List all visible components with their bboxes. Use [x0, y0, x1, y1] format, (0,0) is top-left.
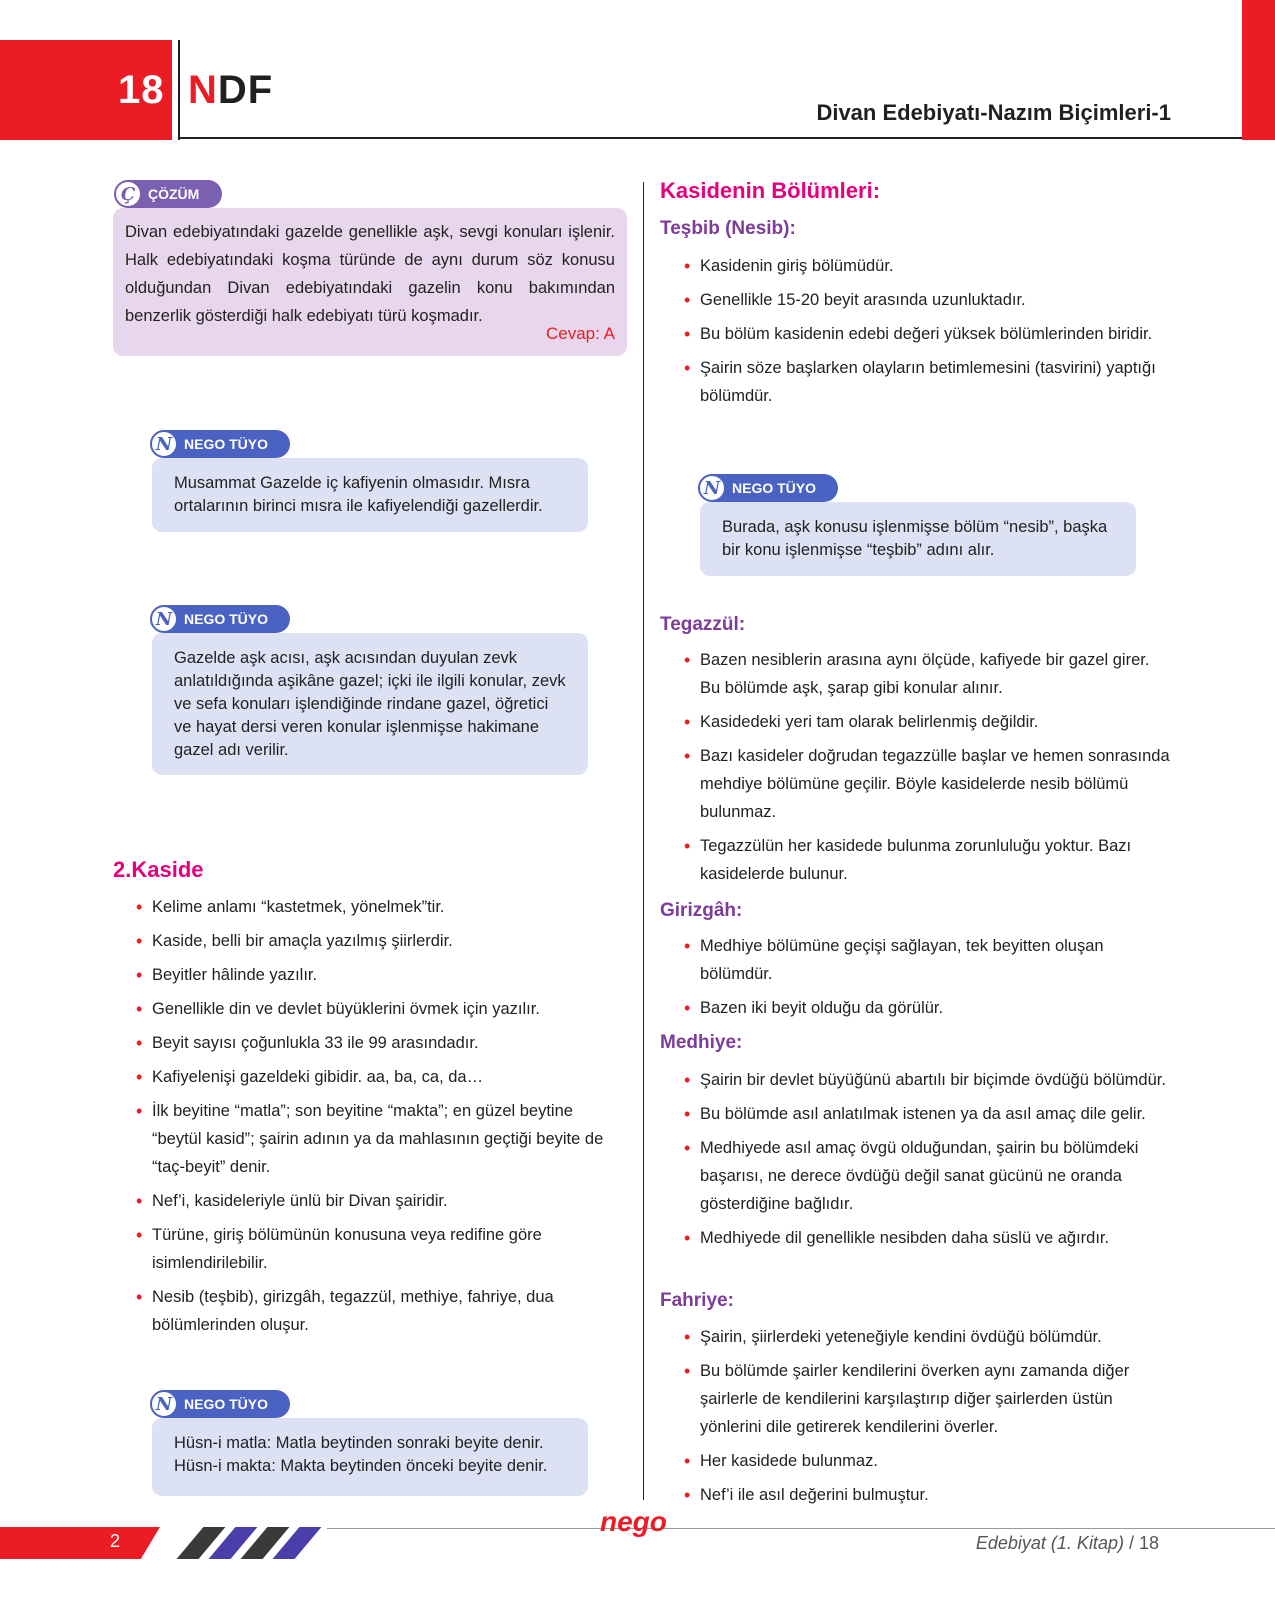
fahriye-heading: Fahriye:: [660, 1290, 734, 1311]
tip-text: Musammat Gazelde iç kafiyenin olmasıdır. Mısra ortalarının birinci mısra ile kafiyelendiği gazellerdir.: [174, 474, 543, 515]
nego-icon: N: [150, 1390, 178, 1418]
bolumler-heading: Kasidenin Bölümleri:: [660, 178, 881, 203]
list-item: • Beyitler hâlinde yazılır.: [134, 961, 627, 989]
list-item: • Bazen nesiblerin arasına aynı ölçüde, kafiyede bir gazel girer. Bu bölümde aşk, şarap gibi konular alınır.: [682, 646, 1174, 702]
footer-book-sep: /: [1123, 1533, 1139, 1553]
footer-red-block: [0, 1527, 160, 1559]
list-item: • Şairin, şiirlerdeki yeteneğiyle kendini övdüğü bölümdür.: [682, 1323, 1174, 1351]
footer-rule: [327, 1528, 1275, 1529]
list-item: • Şairin söze başlarken olayların betimlemesini (tasvirini) yaptığı bölümdür.: [682, 354, 1174, 410]
nego-icon: N: [698, 474, 726, 502]
kaside-section: [134, 893, 627, 1345]
list-item: • Bu bölümde asıl anlatılmak istenen ya da asıl amaç dile gelir.: [682, 1100, 1174, 1128]
list-item: • İlk beyitine “matla”; son beyitine “makta”; en güzel beytine “beytül kasid”; şairin adının ya da mahlasının geçtiği beyite de “taç-beyit” denir.: [134, 1097, 627, 1181]
list-item: • Kaside, belli bir amaçla yazılmış şiirlerdir.: [134, 927, 627, 955]
list-item: • Nef’i, kasideleriyle ünlü bir Divan şairidir.: [134, 1187, 627, 1215]
column-divider: [643, 182, 644, 1500]
fahriye-section: [682, 1323, 1174, 1515]
cozum-box: [113, 208, 627, 356]
kaside-heading: 2.Kaside: [113, 857, 204, 882]
header-page-number: 18: [118, 68, 165, 112]
tip-label: NEGO TÜYO: [732, 480, 817, 496]
medhiye-section: [682, 1066, 1174, 1258]
brand-letter-n: N: [188, 68, 218, 112]
medhiye-heading: Medhiye:: [660, 1032, 743, 1053]
header-brand: [188, 68, 273, 113]
list-item: • Medhiyede dil genellikle nesibden daha süslü ve ağırdır.: [682, 1224, 1174, 1252]
list-item: • Kelime anlamı “kastetmek, yönelmek”tir.: [134, 893, 627, 921]
cozum-answer: Cevap: A: [546, 324, 615, 343]
cozum-icon: Ç: [114, 180, 142, 208]
tegazzul-heading: Tegazzül:: [660, 614, 746, 635]
list-item: • Bazen iki beyit olduğu da görülür.: [682, 994, 1174, 1022]
list-item: • Her kasidede bulunmaz.: [682, 1447, 1174, 1475]
nego-logo: nego: [600, 1506, 667, 1537]
tip-text: Gazelde aşk acısı, aşk acısından duyulan zevk anlatıldığında aşikâne gazel; içki ile ilgili konular, zevk ve sefa konuları işlendiğinde rindane gazel, öğretici ve hayat dersi veren konular işlenmişse hakimane gazel adı verilir.: [174, 649, 566, 759]
footer-book-number: 18: [1138, 1533, 1159, 1553]
list-item: • Kasidedeki yeri tam olarak belirlenmiş değildir.: [682, 708, 1174, 736]
list-item: • Bu bölüm kasidenin edebi değeri yüksek bölümlerinden biridir.: [682, 320, 1174, 348]
brand-rest: DF: [217, 68, 274, 112]
fahriye-list: [682, 1323, 1174, 1509]
header-right-bar: [1242, 0, 1275, 140]
cozum-label: ÇÖZÜM: [148, 186, 200, 202]
tesbib-heading: Teşbib (Nesib):: [660, 218, 796, 239]
footer-page-number: 2: [110, 1531, 121, 1551]
footer-book-title: Edebiyat (1. Kitap): [975, 1533, 1124, 1553]
tesbib-list: [682, 252, 1174, 410]
tip-label: NEGO TÜYO: [184, 611, 269, 627]
list-item: • Tegazzülün her kasidede bulunma zorunluluğu yoktur. Bazı kasidelerde bulunur.: [682, 832, 1174, 888]
list-item: • Bu bölümde şairler kendilerini överken aynı zamanda diğer şairlerle de kendilerini karşılaştırıp diğer şairlerden üstün yönlerini dile getirerek kendilerini överler.: [682, 1357, 1174, 1441]
tegazzul-list: [682, 646, 1174, 888]
page-title: Divan Edebiyatı-Nazım Biçimleri-1: [816, 100, 1171, 125]
list-item: • Kasidenin giriş bölümüdür.: [682, 252, 1174, 280]
tip-text-line-2: Hüsn-i makta: Makta beytinden önceki beyite denir.: [174, 1457, 548, 1475]
header-divider: [178, 40, 180, 140]
kaside-list: [134, 893, 627, 1339]
list-item: • Bazı kasideler doğrudan tegazzülle başlar ve hemen sonrasında mehdiye bölümüne geçilir. Böyle kasidelerde nesib bölümü bulunmaz.: [682, 742, 1174, 826]
tesbib-section: [682, 252, 1174, 416]
tip-badge-3: [152, 1390, 290, 1418]
cozum-text: Divan edebiyatındaki gazelde genellikle aşk, sevgi konuları işlenir. Halk edebiyatındaki koşma türünde de aynı durum söz konusu olduğundan Divan edebiyatındaki gazelin konu bakımından benzerlik gösterdiği halk edebiyatı türü koşmadır.: [125, 223, 615, 325]
girizgah-section: [682, 932, 1174, 1028]
tip-badge-4: [700, 474, 838, 502]
tip-box-4: [700, 502, 1136, 576]
list-item: • Medhiyede asıl amaç övgü olduğundan, şairin bu bölümdeki başarısı, ne derece övdüğü değil sanat gücünü ne oranda gösterdiğine bağlıdır.: [682, 1134, 1174, 1218]
tip-label: NEGO TÜYO: [184, 1396, 269, 1412]
tip-box-1: [152, 458, 588, 532]
list-item: • Genellikle 15-20 beyit arasında uzunluktadır.: [682, 286, 1174, 314]
tip-label: NEGO TÜYO: [184, 436, 269, 452]
girizgah-list: [682, 932, 1174, 1022]
list-item: • Şairin bir devlet büyüğünü abartılı bir biçimde övdüğü bölümdür.: [682, 1066, 1174, 1094]
cozum-badge: [116, 180, 222, 208]
tip-text: Burada, aşk konusu işlenmişse bölüm “nesib”, başka bir konu işlenmişse “teşbib” adını alır.: [722, 518, 1108, 559]
medhiye-list: [682, 1066, 1174, 1252]
list-item: • Nef’i ile asıl değerini bulmuştur.: [682, 1481, 1174, 1509]
tip-text-line-1: Hüsn-i matla: Matla beytinden sonraki beyite denir.: [174, 1434, 544, 1452]
tip-box-2: [152, 633, 588, 775]
tip-badge-2: [152, 605, 290, 633]
tip-box-3: [152, 1418, 588, 1496]
list-item: • Genellikle din ve devlet büyüklerini övmek için yazılır.: [134, 995, 627, 1023]
list-item: • Medhiye bölümüne geçişi sağlayan, tek beyitten oluşan bölümdür.: [682, 932, 1174, 988]
tip-badge-1: [152, 430, 290, 458]
girizgah-heading: Girizgâh:: [660, 900, 743, 921]
header-rule: [180, 137, 1242, 139]
nego-icon: N: [150, 605, 178, 633]
footer-book: [976, 1533, 1159, 1554]
list-item: • Beyit sayısı çoğunlukla 33 ile 99 arasındadır.: [134, 1029, 627, 1057]
list-item: • Türüne, giriş bölümünün konusuna veya redifine göre isimlendirilebilir.: [134, 1221, 627, 1277]
list-item: • Kafiyelenişi gazeldeki gibidir. aa, ba, ca, da…: [134, 1063, 627, 1091]
nego-icon: N: [150, 430, 178, 458]
tegazzul-section: [682, 646, 1174, 894]
list-item: • Nesib (teşbib), girizgâh, tegazzül, methiye, fahriye, dua bölümlerinden oluşur.: [134, 1283, 627, 1339]
